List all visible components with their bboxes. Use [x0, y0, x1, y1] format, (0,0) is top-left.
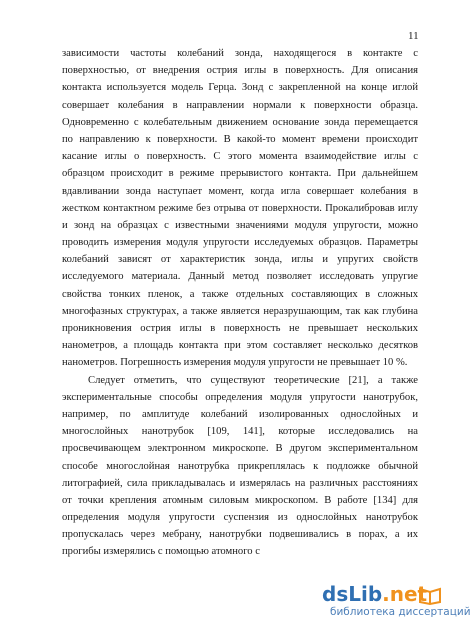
text-line: жестком контактном режиме без отрыва от поверхности. Прокалибровав иглу [62, 202, 418, 214]
watermark-logo [322, 582, 427, 606]
text-line: литографией, сила прикладывалась и измерялась на различных расстояниях [62, 477, 418, 489]
text-line: контакта используется модель Герца. Зонд с закрепленной на конце иглой [62, 82, 418, 94]
text-line: Одновременно с колебательным движением основание зонда перемещается [62, 116, 418, 128]
page-number: 11 [408, 30, 419, 42]
text-line: пропускалась через мебрану, нанотрубки подвешивались в порах, а их [62, 529, 418, 541]
text-line: касание иглы о поверхность. С этого момента взаимодействие иглы с [62, 151, 418, 163]
text-line: многослойных нанотрубок [109, 141], которые исследовались на [62, 426, 418, 438]
text-line: многофазных структурах, а также является неразрушающим, так как глубина [62, 305, 418, 317]
watermark-logo-suffix: .net [382, 582, 428, 606]
text-line: способе многослойная нанотрубка прикреплялась к подложке обычной [62, 460, 418, 472]
book-icon [418, 585, 442, 605]
text-line: и зонд на образцах с известными значениями модуля упругости, можно [62, 219, 418, 231]
body-text [62, 45, 418, 561]
text-line: свойства тонких пленок, а также отдельных составляющих в сложных [62, 288, 418, 300]
text-line: нанометров, а площадь контакта при этом составляет несколько десятков [62, 340, 418, 352]
text-line: вдавливании зонда наступает момент, когда игла совершает колебания в [62, 185, 418, 197]
watermark-logo-main: dsLib [322, 582, 383, 606]
text-line: нанометров. Погрешность измерения модуля упругости не превышает 10 %. [62, 357, 408, 369]
text-line: прогибы измерялись с помощью атомного с [62, 546, 260, 558]
text-line: совершает колебания в направлении нормали к поверхности образца. [62, 99, 418, 111]
text-line: от точки крепления атомным силовым микроскопом. В работе [134] для [62, 494, 418, 506]
text-line: исследуемого материала. Данный метод позволяет исследовать упругие [62, 271, 418, 283]
text-line: образцом происходит в режиме прерывистого контакта. При дальнейшем [62, 168, 418, 180]
text-line: например, по амплитуде колебаний изолированных однослойных и [62, 408, 418, 420]
text-line: просвечивающем электронном микроскопе. В другом экспериментальном [62, 443, 418, 455]
watermark [322, 582, 471, 624]
text-line: определения модуля упругости суспензия из однослойных нанотрубок [62, 512, 418, 524]
text-line: проникновения острия иглы в поверхность не превышает нескольких [62, 323, 418, 334]
text-line: по направлению к поверхности. В какой-то момент времени происходит [62, 133, 418, 145]
text-line: экспериментальные способы определения модуля упругости нанотрубок, [62, 391, 418, 403]
text-line: Следует отметить, что существуют теоретические [21], а также [88, 374, 418, 386]
text-line: поверхностью, от внедрения острия иглы в поверхность. Для описания [62, 65, 418, 77]
text-line: колебаний зависят от характеристик зонда, иглы и упругих свойств [62, 254, 418, 266]
watermark-subtitle: библиотека диссертаций [330, 606, 471, 618]
text-line: проводить измерения модуля упругости исследуемых образцов. Параметры [62, 237, 418, 249]
text-line: зависимости частоты колебаний зонда, находящегося в контакте с [62, 48, 418, 59]
